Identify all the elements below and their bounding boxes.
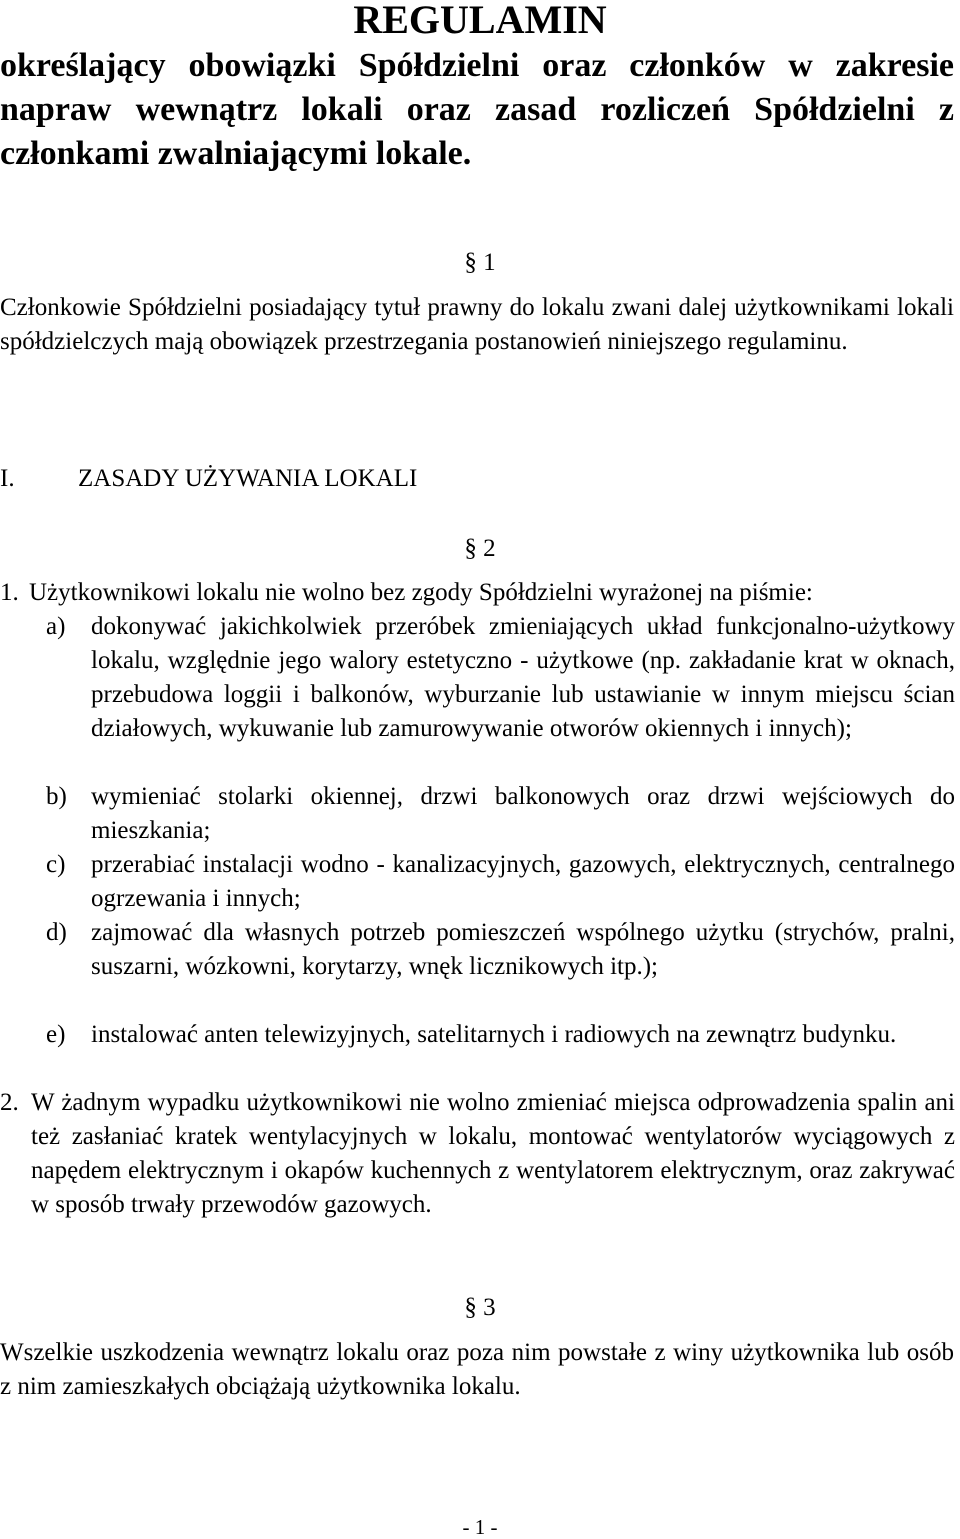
document-subtitle: określający obowiązki Spółdzielni oraz członków w zakresie napraw wewnątrz lokali oraz zasad rozliczeń Spółdzielni z członkami zwalniającymi lokale.: [0, 47, 954, 172]
page-number: - 1 -: [462, 1515, 498, 1539]
subitem-d-text: zajmować dla własnych potrzeb pomieszczeń wspólnego użytku (strychów, pralni, suszarni, wózkowni, korytarzy, wnęk licznikowych itp.);: [91, 919, 955, 980]
section-2-item-2-text: W żadnym wypadku użytkownikowi nie wolno zmieniać miejsca odprowadzenia spalin ani też zasłaniać kratek wentylacyjnych w lokalu, montować wentylatorów wyciągowych z napędem elektrycznym i okapów kuchennych z wentylatorem elektrycznym, oraz zakrywać w sposób trwały przewodów gazowych.: [31, 1089, 955, 1218]
subitem-b-text: wymieniać stolarki okiennej, drzwi balkonowych oraz drzwi wejściowych do mieszkania;: [91, 783, 955, 844]
subitem-d-marker: d): [46, 919, 67, 946]
subitem-b-marker: b): [46, 783, 67, 810]
subitem-a-marker: a): [46, 613, 66, 640]
subitem-c-text: przerabiać instalacji wodno - kanalizacyjnych, gazowych, elektrycznych, centralnego ogrzewania i innych;: [91, 851, 955, 912]
section-3-number: § 3: [464, 1294, 496, 1321]
subitem-e-marker: e): [46, 1021, 66, 1048]
section-1-text: Członkowie Spółdzielni posiadający tytuł prawny do lokalu zwani dalej użytkownikami lokali spółdzielczych mają obowiązek przestrzegania postanowień niniejszego regulaminu.: [0, 294, 954, 355]
section-2-number: § 2: [464, 535, 496, 562]
chapter-numeral: I.: [0, 465, 15, 492]
section-3-text: Wszelkie uszkodzenia wewnątrz lokalu oraz poza nim powstałe z winy użytkownika lub osób z nim zamieszkałych obciążają użytkownika lokalu.: [0, 1339, 954, 1400]
list-item-marker: 1.: [0, 579, 19, 606]
subitem-e-text: instalować anten telewizyjnych, satelitarnych i radiowych na zewnątrz budynku.: [91, 1021, 897, 1048]
section-2-item-1-text: Użytkownikowi lokalu nie wolno bez zgody Spółdzielni wyrażonej na piśmie:: [29, 579, 813, 606]
document-title: REGULAMIN: [353, 0, 607, 42]
section-1-number: § 1: [464, 249, 496, 276]
chapter-title: ZASADY UŻYWANIA LOKALI: [78, 465, 418, 492]
subitem-a-text: dokonywać jakichkolwiek przeróbek zmieniających układ funkcjonalno-użytkowy lokalu, względnie jego walory estetyczno - użytkowe (np. zakładanie krat w oknach, przebudowa loggii i balkonów, wyburzanie lub ustawianie w innym miejscu ścian działowych, wykuwanie lub zamurowywanie otworów okiennych i innych);: [91, 613, 955, 742]
list-item-marker-2: 2.: [0, 1089, 19, 1116]
subitem-c-marker: c): [46, 851, 66, 878]
